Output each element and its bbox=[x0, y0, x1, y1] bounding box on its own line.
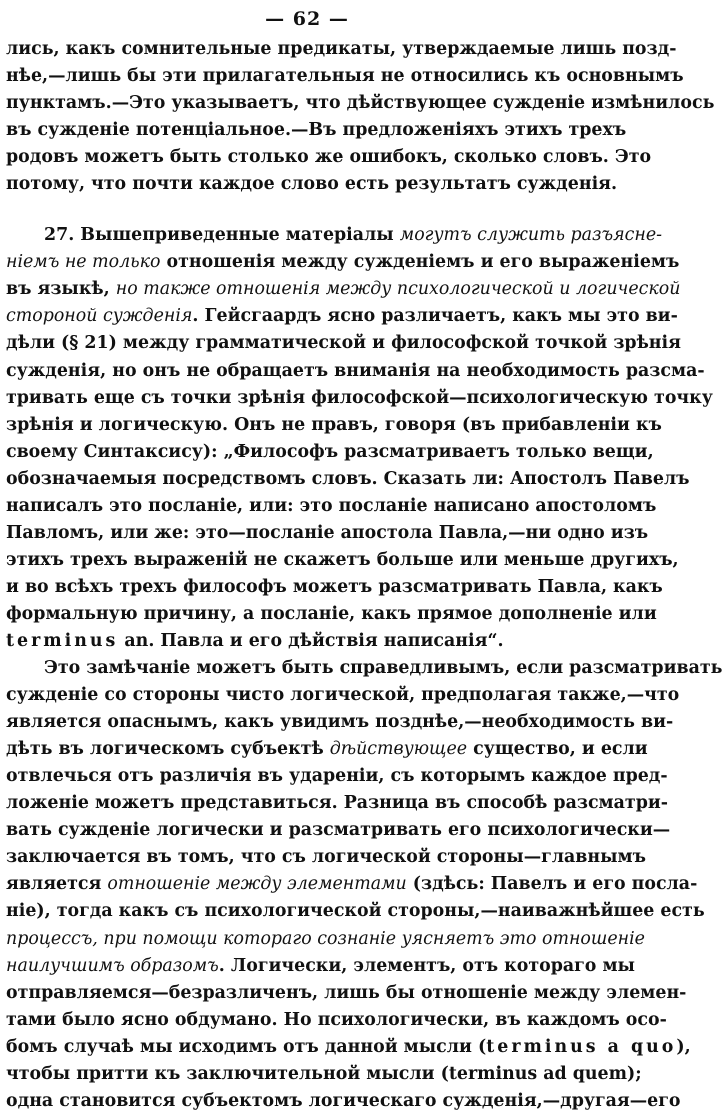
text-line bbox=[6, 628, 608, 655]
spaced-run: terminus bbox=[6, 630, 119, 651]
text-line: одна становится субъектомъ логическаго сужденія,—другая—его bbox=[6, 1090, 681, 1111]
text-line: этихъ трехъ выраженій не скажетъ больше или меньше другихъ, bbox=[6, 549, 679, 570]
text-line: нѣе,—лишь бы эти прилагательныя не относились къ основнымъ bbox=[6, 66, 684, 87]
text-line: формальную причину, а посланіе, какъ прямое дополненіе или bbox=[6, 603, 657, 624]
text-line: потому, что почти каждое слово есть результатъ сужденія. bbox=[6, 174, 618, 195]
text-line: своему Синтаксису): „Философъ разсматриваетъ только вещи, bbox=[6, 441, 654, 462]
paragraph-2-section-27 bbox=[6, 222, 713, 655]
text-line: дѣли (§ 21) между грамматической и философской точкой зрѣнія bbox=[6, 333, 681, 354]
text-run: бомъ случаѣ мы исходимъ отъ данной мысли ( bbox=[6, 1036, 487, 1057]
text-line bbox=[6, 249, 680, 276]
text-run: существо, и если bbox=[467, 739, 648, 760]
text-line: тами было ясно обдумано. Но психологически, въ каждомъ осо- bbox=[6, 1009, 667, 1030]
paragraph-3 bbox=[6, 655, 722, 1115]
italic-run: стороной сужденія bbox=[6, 306, 193, 327]
text-line: Павломъ, или же: это—посланіе апостола Павла,—ни одно изъ bbox=[6, 522, 649, 543]
text-line bbox=[6, 926, 645, 953]
text-run: . Логически, элементъ, отъ котораго мы bbox=[218, 955, 635, 976]
text-line bbox=[6, 222, 662, 249]
page-number: — 62 — bbox=[265, 8, 349, 30]
text-run: . Гейсгаардъ ясно различаетъ, какъ мы это ви- bbox=[192, 306, 678, 327]
text-line: заключается въ томъ, что съ логической стороны—главнымъ bbox=[6, 847, 646, 868]
text-line: вать сужденіе логически и разсматривать его психологически— bbox=[6, 820, 671, 841]
text-line: ложеніе можетъ представиться. Разница въ способѣ разсматри- bbox=[6, 793, 668, 814]
text-line: пунктамъ.—Это указываетъ, что дѣйствующее сужденіе измѣнилось bbox=[6, 93, 715, 114]
text-line bbox=[6, 953, 635, 980]
text-run: отношенія между сужденіемъ и его выраженіемъ bbox=[160, 252, 680, 273]
italic-run: дѣйствующее bbox=[329, 739, 468, 760]
text-line: тривать еще съ точки зрѣнія философской—психологическую точку bbox=[6, 387, 713, 408]
text-line: сужденія, но онъ не обращаетъ вниманія на необходимость разсма- bbox=[6, 360, 705, 381]
text-line: отправляемся—безразличенъ, лишь бы отношеніе между элемен- bbox=[6, 982, 687, 1003]
text-run: дѣть въ логическомъ субъектѣ bbox=[6, 739, 330, 760]
text-line: написалъ это посланіе, или: это посланіе написано апостоломъ bbox=[6, 495, 657, 516]
text-line: ніе), тогда какъ съ психологической стороны,—наиважнѣйшее есть bbox=[6, 901, 705, 922]
text-line: является опаснымъ, какъ увидимъ позднѣе,—необходимость ви- bbox=[6, 712, 674, 733]
italic-run: могутъ служить разъясне- bbox=[399, 225, 662, 246]
spaced-run: terminus a quo bbox=[486, 1036, 677, 1057]
text-line: сужденіе со стороны чисто логической, предполагая также,—что bbox=[6, 685, 680, 706]
paragraph-1 bbox=[6, 36, 715, 198]
italic-run: но также отношенія между психологической и логической bbox=[115, 279, 681, 300]
text-run: (здѣсь: Павелъ и его посла- bbox=[406, 874, 698, 895]
text-line: обозначаемыя посредствомъ словъ. Сказать ли: Апостолъ Павелъ bbox=[6, 468, 690, 489]
text-line: зрѣнія и логическую. Онъ не правъ, говоря (въ прибавленіи къ bbox=[6, 414, 662, 435]
text-run: является bbox=[6, 874, 108, 895]
text-line: въ сужденіе потенціальное.—Въ предложеніяхъ этихъ трехъ bbox=[6, 120, 627, 141]
text-line: отвлечься отъ различія въ удареніи, съ которымъ каждое пред- bbox=[6, 766, 668, 787]
text-line bbox=[6, 736, 648, 763]
text-line: родовъ можетъ быть столько же ошибокъ, сколько словъ. Это bbox=[6, 147, 652, 168]
text-run: an. Павла и его дѣйствія написанія“. bbox=[118, 630, 504, 651]
text-line: чтобы притти къ заключительной мысли (terminus ad quem); bbox=[6, 1063, 642, 1084]
text-line bbox=[6, 276, 681, 303]
text-line: и во всѣхъ трехъ философъ можетъ разсматривать Павла, какъ bbox=[6, 576, 663, 597]
section-gap bbox=[6, 198, 608, 222]
text-run: 27. Вышеприведенные матеріалы bbox=[44, 225, 400, 246]
italic-run: ніемъ не только bbox=[6, 252, 161, 273]
text-line bbox=[6, 303, 678, 330]
italic-run: процессъ, при помощи котораго сознаніе уясняетъ это отношеніе bbox=[6, 928, 645, 949]
text-line: Это замѣчаніе можетъ быть справедливымъ, если разсматривать bbox=[44, 658, 722, 679]
text-run: ), bbox=[676, 1036, 691, 1057]
text-line bbox=[6, 871, 698, 898]
text-run: въ языкѣ, bbox=[6, 279, 116, 300]
italic-run: наилучшимъ образомъ bbox=[6, 955, 219, 976]
text-line bbox=[6, 1034, 691, 1061]
italic-run: отношеніе между элементами bbox=[107, 874, 407, 895]
text-line: лись, какъ сомнительные предикаты, утверждаемые лишь позд- bbox=[6, 39, 677, 59]
